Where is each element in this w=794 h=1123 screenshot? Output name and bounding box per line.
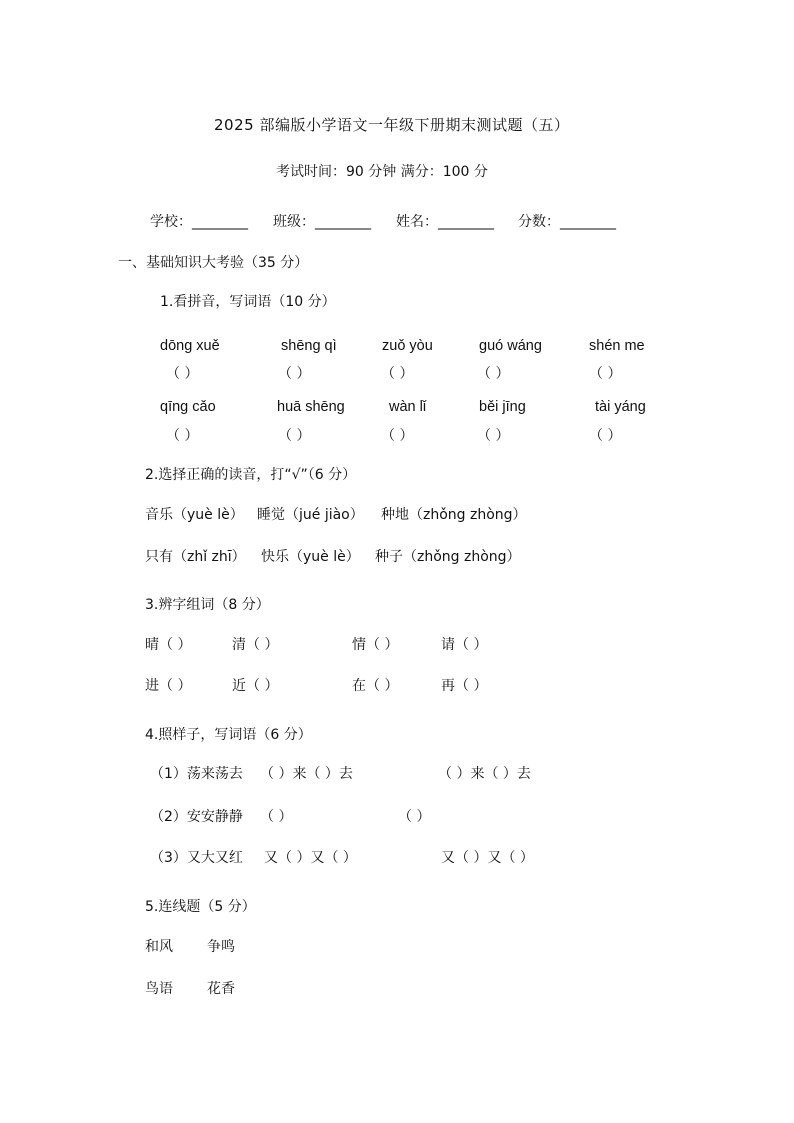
answer-blank[interactable]: （ ） [166,366,199,382]
word-item[interactable]: 进（ ） [145,678,192,694]
word-item[interactable]: 晴（ ） [145,637,192,653]
field-school: 学校：________ [150,214,248,230]
pinyin-item: qīng cǎo [160,399,216,415]
reading-item[interactable]: 快乐（yuè lè） [261,549,360,565]
section-heading: 一、基础知识大考验（35 分） [118,255,309,271]
pinyin-item: běi jīng [479,399,526,415]
question-5-label: 5.连线题（5 分） [145,899,256,915]
word-item[interactable]: 再（ ） [441,678,488,694]
pinyin-item: dōng xuě [160,338,220,354]
answer-blank[interactable]: （ ） [260,809,293,825]
pinyin-item: guó wáng [479,338,542,354]
page-title: 2025 部编版小学语文一年级下册期末测试题（五） [214,116,570,134]
word-item[interactable]: 请（ ） [441,637,488,653]
reading-item[interactable]: 种地（zhǒng zhòng） [381,507,527,523]
question-2-label: 2.选择正确的读音，打“√”（6 分） [145,467,357,483]
answer-blank[interactable]: （ ） [477,366,510,382]
answer-blank[interactable]: （ ）来（ ）去 [438,766,531,782]
answer-blank[interactable]: （ ） [278,428,311,444]
example-word: （1）荡来荡去 [150,766,243,782]
question-4-label: 4.照样子，写词语（6 分） [145,727,312,743]
example-word: （3）又大又红 [150,850,243,866]
answer-blank[interactable]: （ ） [398,809,431,825]
match-right-item[interactable]: 花香 [207,981,235,997]
reading-item[interactable]: 睡觉（jué jiào） [257,507,364,523]
pinyin-item: shén me [589,338,645,354]
answer-blank[interactable]: （ ） [589,366,622,382]
question-1-label: 1.看拼音，写词语（10 分） [160,294,336,310]
word-item[interactable]: 近（ ） [232,678,279,694]
field-name: 姓名：________ [396,214,494,230]
reading-item[interactable]: 种子（zhǒng zhòng） [375,549,521,565]
question-3-label: 3.辨字组词（8 分） [145,597,270,613]
pinyin-item: huā shēng [277,399,345,415]
pinyin-item: wàn lǐ [389,399,427,415]
example-word: （2）安安静静 [150,809,243,825]
pinyin-item: shēng qì [281,338,337,354]
answer-blank[interactable]: （ ） [381,428,414,444]
pinyin-item: tài yáng [595,399,646,415]
reading-item[interactable]: 音乐（yuè lè） [145,507,244,523]
exam-info: 考试时间：90 分钟 满分：100 分 [276,164,488,180]
match-left-item[interactable]: 和风 [145,939,173,955]
field-class: 班级：________ [273,214,371,230]
answer-blank[interactable]: 又（ ）又（ ） [441,850,534,866]
word-item[interactable]: 清（ ） [232,637,279,653]
pinyin-item: zuǒ yòu [382,338,433,354]
reading-item[interactable]: 只有（zhǐ zhī） [145,549,246,565]
answer-blank[interactable]: 又（ ）又（ ） [264,850,357,866]
word-item[interactable]: 情（ ） [352,637,399,653]
answer-blank[interactable]: （ ）来（ ）去 [260,766,353,782]
answer-blank[interactable]: （ ） [278,366,311,382]
answer-blank[interactable]: （ ） [589,428,622,444]
answer-blank[interactable]: （ ） [477,428,510,444]
answer-blank[interactable]: （ ） [381,366,414,382]
answer-blank[interactable]: （ ） [166,428,199,444]
match-right-item[interactable]: 争鸣 [207,939,235,955]
word-item[interactable]: 在（ ） [352,678,399,694]
match-left-item[interactable]: 鸟语 [145,981,173,997]
field-score: 分数：________ [518,214,616,230]
